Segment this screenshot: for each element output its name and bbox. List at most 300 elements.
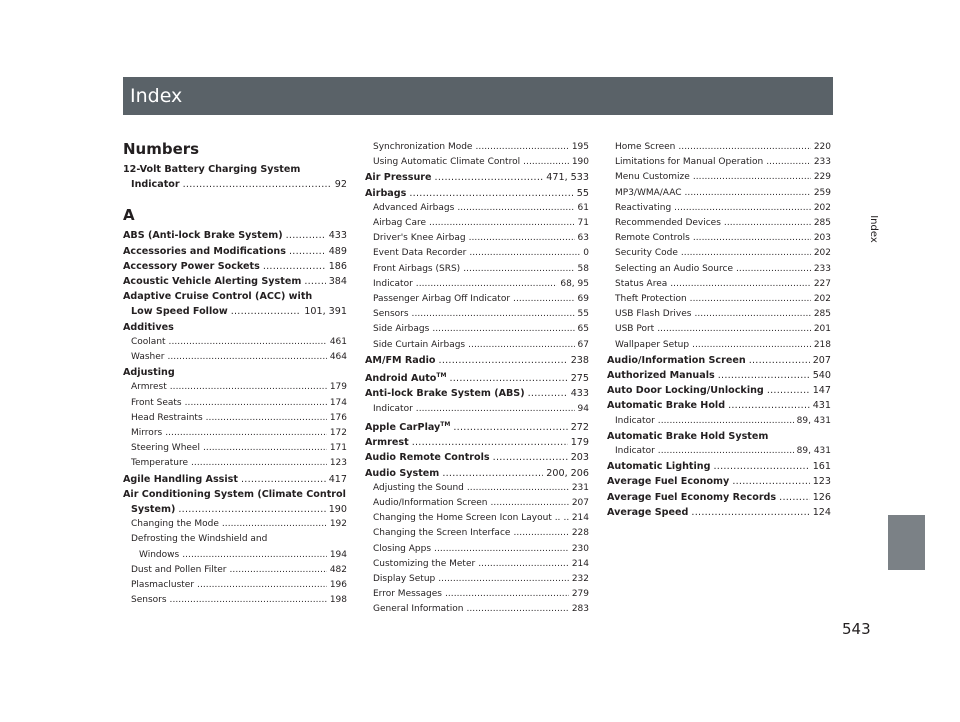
index-column-2 bbox=[365, 140, 589, 618]
leader-dots bbox=[263, 259, 326, 274]
entry-page-ref[interactable]: 471, 533 bbox=[546, 172, 589, 184]
index-heading-line: Defrosting the Windshield and bbox=[131, 534, 268, 545]
entry-page-ref[interactable]: 228 bbox=[571, 528, 589, 539]
leader-dots bbox=[457, 201, 574, 216]
entry-label-text: Synchronization Mode bbox=[373, 142, 473, 152]
leader-dots bbox=[203, 441, 327, 456]
leader-dots bbox=[178, 502, 325, 517]
entry-page-ref[interactable]: 214 bbox=[571, 558, 589, 569]
entry-page-ref[interactable]: 283 bbox=[571, 604, 589, 615]
entry-label bbox=[139, 548, 179, 563]
entry-label bbox=[131, 177, 180, 192]
entry-label bbox=[131, 502, 175, 517]
entry-label-text: Display Setup bbox=[373, 574, 436, 585]
entry-page-ref[interactable]: 71 bbox=[577, 218, 589, 229]
index-entry bbox=[365, 353, 589, 368]
entry-page-ref[interactable]: 433 bbox=[328, 230, 347, 242]
entry-page-ref[interactable]: 124 bbox=[812, 506, 831, 518]
side-section-label: Index bbox=[868, 215, 879, 243]
entry-page-ref[interactable]: 126 bbox=[812, 491, 831, 503]
entry-label-text: USB Flash Drives bbox=[615, 309, 692, 320]
entry-page-ref[interactable]: 433 bbox=[570, 388, 589, 400]
entry-label bbox=[373, 338, 465, 353]
leader-dots bbox=[658, 444, 794, 459]
entry-page-ref[interactable]: 68, 95 bbox=[560, 278, 589, 289]
index-entry bbox=[607, 155, 831, 170]
index-entry bbox=[365, 170, 589, 185]
index-entry bbox=[607, 186, 831, 201]
entry-label bbox=[373, 322, 429, 337]
entry-page-ref[interactable]: 55 bbox=[577, 309, 589, 320]
entry-label-text: Airbags bbox=[365, 187, 407, 199]
index-entry bbox=[365, 292, 589, 307]
entry-label-text: Closing Apps bbox=[373, 543, 432, 554]
index-entry bbox=[123, 411, 347, 426]
leader-dots bbox=[670, 277, 811, 292]
entry-label bbox=[607, 398, 725, 413]
entry-label-text: Airbag Care bbox=[373, 218, 426, 229]
entry-label bbox=[365, 353, 436, 368]
entry-label bbox=[373, 140, 472, 155]
entry-page-ref[interactable]: 200, 206 bbox=[546, 467, 589, 479]
leader-dots bbox=[409, 186, 573, 201]
index-entry bbox=[123, 380, 347, 395]
entry-label bbox=[615, 338, 689, 353]
entry-page-ref[interactable]: 540 bbox=[812, 370, 831, 382]
entry-label bbox=[373, 602, 463, 617]
entry-label bbox=[373, 557, 475, 572]
entry-page-ref[interactable]: 123 bbox=[329, 458, 347, 469]
entry-label-text: Indicator bbox=[373, 403, 413, 414]
index-entry bbox=[607, 383, 831, 398]
entry-label bbox=[131, 335, 166, 350]
entry-page-ref[interactable]: 279 bbox=[571, 589, 589, 600]
entry-page-ref[interactable]: 384 bbox=[328, 276, 347, 288]
leader-dots bbox=[191, 456, 327, 471]
entry-label-text: Limitations for Manual Operation bbox=[615, 157, 764, 168]
entry-page-ref[interactable]: 179 bbox=[329, 382, 347, 393]
index-entry bbox=[365, 246, 589, 261]
index-entry bbox=[123, 304, 347, 319]
entry-page-ref[interactable]: 202 bbox=[813, 294, 831, 305]
entry-page-ref[interactable]: 461 bbox=[329, 336, 347, 347]
entry-page-ref[interactable]: 482 bbox=[329, 564, 347, 575]
entry-label-text: Mirrors bbox=[131, 428, 163, 439]
leader-dots bbox=[429, 216, 575, 231]
index-entry bbox=[123, 502, 347, 517]
entry-page-ref[interactable]: 259 bbox=[813, 187, 831, 198]
entry-label-text: Audio Remote Controls bbox=[365, 452, 490, 464]
entry-page-ref[interactable]: 417 bbox=[328, 473, 347, 485]
entry-page-ref[interactable]: 89, 431 bbox=[796, 446, 831, 457]
entry-label bbox=[365, 417, 450, 435]
entry-page-ref[interactable]: 233 bbox=[813, 263, 831, 274]
leader-dots bbox=[206, 411, 327, 426]
leader-dots bbox=[713, 459, 809, 474]
index-entry bbox=[365, 322, 589, 337]
index-entry bbox=[607, 307, 831, 322]
entry-label bbox=[615, 140, 675, 155]
entry-label bbox=[373, 511, 560, 526]
section-heading: Numbers bbox=[123, 140, 200, 158]
entry-page-ref[interactable]: 203 bbox=[570, 452, 589, 464]
index-entry bbox=[365, 368, 589, 386]
entry-label bbox=[373, 526, 510, 541]
index-entry bbox=[607, 368, 831, 383]
index-entry bbox=[607, 505, 831, 520]
entry-page-ref[interactable]: 196 bbox=[329, 580, 347, 591]
entry-page-ref[interactable]: 55 bbox=[576, 187, 589, 199]
entry-label-text: Menu Customize bbox=[615, 172, 690, 183]
entry-label bbox=[365, 186, 406, 201]
leader-dots bbox=[690, 292, 811, 307]
leader-dots bbox=[749, 353, 810, 368]
entry-page-ref[interactable]: 192 bbox=[329, 519, 347, 530]
entry-label bbox=[615, 231, 690, 246]
index-heading-line: Adaptive Cruise Control (ACC) with bbox=[123, 291, 313, 303]
index-entry bbox=[607, 170, 831, 185]
entry-label bbox=[131, 411, 203, 426]
entry-label-text: Sensors bbox=[373, 309, 409, 320]
index-entry bbox=[365, 140, 589, 155]
leader-dots bbox=[289, 244, 326, 259]
entry-label bbox=[373, 246, 466, 261]
entry-label-text: Indicator bbox=[615, 415, 655, 426]
entry-page-ref[interactable]: 230 bbox=[571, 543, 589, 554]
entry-page-ref[interactable]: 58 bbox=[577, 263, 589, 274]
entry-page-ref[interactable]: 218 bbox=[813, 339, 831, 350]
index-entry bbox=[365, 481, 589, 496]
leader-dots bbox=[657, 322, 811, 337]
entry-label bbox=[131, 441, 200, 456]
entry-label-text: ABS (Anti-lock Brake System) bbox=[123, 230, 283, 242]
entry-page-ref[interactable]: 232 bbox=[571, 574, 589, 585]
entry-page-ref[interactable]: 202 bbox=[813, 248, 831, 259]
leader-dots bbox=[286, 228, 326, 243]
entry-page-ref[interactable]: 203 bbox=[813, 233, 831, 244]
entry-label-text: Average Fuel Economy bbox=[607, 476, 730, 488]
index-entry bbox=[365, 186, 589, 201]
entry-label bbox=[373, 277, 413, 292]
entry-page-ref[interactable]: 464 bbox=[329, 352, 347, 363]
entry-label bbox=[373, 201, 454, 216]
entry-page-ref[interactable]: 161 bbox=[812, 461, 831, 473]
entry-page-ref[interactable]: 179 bbox=[570, 437, 589, 449]
index-entry bbox=[365, 307, 589, 322]
entry-page-ref[interactable]: 207 bbox=[812, 354, 831, 366]
entry-page-ref[interactable]: 220 bbox=[813, 142, 831, 152]
leader-dots bbox=[185, 396, 327, 411]
index-entry bbox=[123, 259, 347, 274]
leader-dots bbox=[170, 593, 327, 608]
entry-label bbox=[615, 414, 655, 429]
index-entry bbox=[607, 338, 831, 353]
leader-dots bbox=[241, 472, 326, 487]
index-entry bbox=[123, 274, 347, 289]
index-entry bbox=[365, 602, 589, 617]
leader-dots bbox=[435, 170, 544, 185]
leader-dots bbox=[674, 201, 811, 216]
entry-label bbox=[131, 517, 219, 532]
leader-dots bbox=[728, 398, 810, 413]
leader-dots bbox=[222, 517, 327, 532]
leader-dots bbox=[493, 450, 568, 465]
entry-label bbox=[131, 380, 167, 395]
leader-dots bbox=[693, 170, 811, 185]
leader-dots bbox=[167, 350, 326, 365]
entry-label-text: Side Curtain Airbags bbox=[373, 339, 466, 350]
entry-label bbox=[373, 292, 510, 307]
entry-label-text: Accessory Power Sockets bbox=[123, 260, 260, 272]
leader-dots bbox=[463, 262, 574, 277]
index-entry bbox=[365, 155, 589, 170]
leader-dots bbox=[304, 274, 325, 289]
entry-page-ref[interactable]: 190 bbox=[328, 504, 347, 516]
index-entry bbox=[365, 572, 589, 587]
index-entry bbox=[123, 472, 347, 487]
entry-label-text: Advanced Airbags bbox=[373, 202, 455, 213]
trademark-superscript: TM bbox=[440, 420, 451, 428]
index-entry bbox=[123, 335, 347, 350]
entry-page-ref[interactable]: 123 bbox=[812, 476, 831, 488]
entry-page-ref[interactable]: 229 bbox=[813, 172, 831, 183]
entry-label bbox=[365, 450, 490, 465]
entry-page-ref[interactable]: 285 bbox=[813, 218, 831, 229]
entry-label bbox=[607, 474, 729, 489]
entry-label bbox=[365, 435, 409, 450]
entry-label bbox=[607, 383, 764, 398]
leader-dots bbox=[197, 578, 327, 593]
entry-page-ref[interactable]: 231 bbox=[571, 482, 589, 493]
entry-label-text: AM/FM Radio bbox=[365, 354, 436, 366]
entry-label bbox=[615, 155, 763, 170]
index-entry bbox=[123, 350, 347, 365]
index-entry bbox=[365, 526, 589, 541]
leader-dots bbox=[563, 511, 568, 526]
leader-dots bbox=[724, 216, 811, 231]
index-entry bbox=[607, 262, 831, 277]
entry-page-ref[interactable]: 67 bbox=[577, 339, 589, 350]
entry-page-ref[interactable]: 207 bbox=[571, 498, 589, 509]
leader-dots bbox=[230, 563, 327, 578]
entry-label-text: Sensors bbox=[131, 595, 167, 606]
entry-label-text: Accessories and Modifications bbox=[123, 245, 286, 257]
entry-label bbox=[365, 466, 439, 481]
trademark-superscript: TM bbox=[436, 372, 447, 380]
entry-label bbox=[615, 246, 678, 261]
entry-page-ref[interactable]: 431 bbox=[812, 400, 831, 412]
leader-dots bbox=[736, 262, 811, 277]
leader-dots bbox=[478, 557, 569, 572]
entry-page-ref[interactable]: 92 bbox=[334, 179, 347, 191]
entry-label bbox=[373, 231, 466, 246]
entry-label bbox=[365, 368, 446, 386]
entry-label-text: MP3/WMA/AAC bbox=[615, 187, 682, 198]
index-heading-line: Air Conditioning System (Climate Control bbox=[123, 488, 346, 500]
index-heading-line: Automatic Brake Hold System bbox=[607, 430, 769, 442]
leader-dots bbox=[658, 414, 794, 429]
entry-label bbox=[615, 322, 654, 337]
leader-dots bbox=[513, 526, 568, 541]
index-entry bbox=[607, 398, 831, 413]
entry-label-text: Status Area bbox=[615, 278, 668, 289]
entry-label bbox=[615, 292, 687, 307]
entry-page-ref[interactable]: 489 bbox=[328, 245, 347, 257]
entry-label bbox=[131, 593, 167, 608]
side-section-tab bbox=[888, 515, 925, 570]
entry-page-ref[interactable]: 171 bbox=[329, 443, 347, 454]
entry-label bbox=[123, 244, 286, 259]
entry-label-text: Indicator bbox=[615, 446, 655, 457]
entry-page-ref[interactable]: 186 bbox=[328, 260, 347, 272]
entry-label-text: Recommended Devices bbox=[615, 218, 721, 229]
leader-dots bbox=[412, 307, 575, 322]
entry-label-text: Low Speed Follow bbox=[131, 306, 228, 318]
entry-page-ref[interactable]: 285 bbox=[813, 309, 831, 320]
entry-page-ref[interactable]: 233 bbox=[813, 157, 831, 168]
entry-label bbox=[607, 490, 776, 505]
entry-page-ref[interactable]: 0 bbox=[583, 248, 589, 259]
entry-label bbox=[615, 201, 671, 216]
entry-label-text: Temperature bbox=[131, 458, 189, 469]
entry-page-ref[interactable]: 195 bbox=[571, 142, 589, 152]
index-entry bbox=[365, 466, 589, 481]
entry-label bbox=[131, 396, 182, 411]
entry-label-text: Acoustic Vehicle Alerting System bbox=[123, 276, 302, 288]
index-entry bbox=[607, 292, 831, 307]
entry-label-text: Washer bbox=[131, 352, 165, 363]
entry-label-text: System) bbox=[131, 504, 176, 516]
entry-page-ref[interactable]: 227 bbox=[813, 278, 831, 289]
leader-dots bbox=[685, 186, 811, 201]
entry-page-ref[interactable]: 202 bbox=[813, 202, 831, 213]
leader-dots bbox=[432, 322, 574, 337]
leader-dots bbox=[513, 292, 575, 307]
entry-label bbox=[373, 572, 435, 587]
entry-label bbox=[123, 259, 260, 274]
entry-page-ref[interactable]: 89, 431 bbox=[796, 415, 831, 426]
entry-label bbox=[373, 307, 409, 322]
entry-label bbox=[123, 274, 301, 289]
entry-label-text: Adjusting the Sound bbox=[373, 482, 464, 493]
index-entry bbox=[123, 578, 347, 593]
entry-label bbox=[373, 496, 488, 511]
entry-page-ref[interactable]: 275 bbox=[570, 373, 589, 385]
entry-label bbox=[365, 386, 525, 401]
leader-dots bbox=[779, 490, 810, 505]
entry-label-text: Security Code bbox=[615, 248, 678, 259]
index-entry bbox=[607, 459, 831, 474]
leader-dots bbox=[438, 572, 569, 587]
leader-dots bbox=[182, 548, 327, 563]
index-header-bar bbox=[123, 77, 833, 115]
entry-label-text: Changing the Screen Interface bbox=[373, 528, 511, 539]
entry-label bbox=[615, 307, 691, 322]
entry-page-ref[interactable]: 214 bbox=[571, 513, 589, 524]
index-entry bbox=[123, 563, 347, 578]
index-entry bbox=[365, 402, 589, 417]
entry-label-text: Using Automatic Climate Control bbox=[373, 157, 521, 168]
entry-label-text: Remote Controls bbox=[615, 233, 690, 244]
entry-page-ref[interactable]: 63 bbox=[577, 233, 589, 244]
leader-dots bbox=[165, 426, 327, 441]
entry-page-ref[interactable]: 69 bbox=[577, 294, 589, 305]
leader-dots bbox=[439, 353, 568, 368]
entry-page-ref[interactable]: 272 bbox=[570, 422, 589, 434]
entry-label bbox=[607, 459, 710, 474]
entry-page-ref[interactable]: 65 bbox=[577, 324, 589, 335]
leader-dots bbox=[170, 380, 327, 395]
entry-label-text: Indicator bbox=[373, 278, 413, 289]
entry-label-text: Audio System bbox=[365, 467, 440, 479]
entry-page-ref[interactable]: 147 bbox=[812, 385, 831, 397]
entry-label-text: Automatic Lighting bbox=[607, 461, 711, 473]
index-entry bbox=[365, 417, 589, 435]
entry-label-text: Armrest bbox=[131, 382, 167, 393]
entry-page-ref[interactable]: 238 bbox=[570, 354, 589, 366]
entry-page-ref[interactable]: 198 bbox=[329, 595, 347, 606]
leader-dots bbox=[694, 307, 810, 322]
leader-dots bbox=[523, 155, 569, 170]
entry-page-ref[interactable]: 101, 391 bbox=[304, 306, 347, 318]
entry-label-text: Wallpaper Setup bbox=[615, 339, 690, 350]
entry-label-text: Dust and Pollen Filter bbox=[131, 564, 227, 575]
entry-label-text: Plasmacluster bbox=[131, 580, 195, 591]
index-entry bbox=[123, 426, 347, 441]
leader-dots bbox=[528, 386, 568, 401]
entry-page-ref[interactable]: 194 bbox=[329, 549, 347, 560]
entry-label-text: Selecting an Audio Source bbox=[615, 263, 733, 274]
index-entry bbox=[365, 231, 589, 246]
entry-label bbox=[123, 472, 238, 487]
entry-label bbox=[615, 170, 690, 185]
entry-label-text: Front Seats bbox=[131, 397, 182, 408]
leader-dots bbox=[693, 231, 811, 246]
entry-label bbox=[607, 368, 715, 383]
entry-page-ref[interactable]: 190 bbox=[571, 157, 589, 168]
leader-dots bbox=[416, 402, 575, 417]
entry-page-ref[interactable]: 94 bbox=[577, 403, 589, 414]
entry-page-ref[interactable]: 174 bbox=[329, 397, 347, 408]
leader-dots bbox=[691, 505, 809, 520]
entry-page-ref[interactable]: 172 bbox=[329, 428, 347, 439]
index-heading-line: 12-Volt Battery Charging System bbox=[123, 164, 301, 175]
entry-label-text: Anti-lock Brake System (ABS) bbox=[365, 388, 525, 400]
entry-label-text: Changing the Mode bbox=[131, 519, 219, 530]
entry-label-text: Front Airbags (SRS) bbox=[373, 263, 461, 274]
index-entry bbox=[123, 517, 347, 532]
index-column-1 bbox=[123, 140, 347, 608]
entry-page-ref[interactable]: 176 bbox=[329, 412, 347, 423]
entry-label-text: Automatic Brake Hold bbox=[607, 400, 726, 412]
entry-label-text: Head Restraints bbox=[131, 412, 203, 423]
leader-dots bbox=[718, 368, 810, 383]
entry-label bbox=[131, 350, 164, 365]
index-entry bbox=[365, 511, 589, 526]
index-entry bbox=[607, 353, 831, 368]
leader-dots bbox=[449, 371, 567, 386]
leader-dots bbox=[231, 304, 302, 319]
entry-label-text: Changing the Home Screen Icon Layout .. bbox=[373, 513, 561, 524]
leader-dots bbox=[434, 542, 569, 557]
leader-dots bbox=[491, 496, 569, 511]
leader-dots bbox=[766, 155, 811, 170]
entry-page-ref[interactable]: 61 bbox=[577, 202, 589, 213]
entry-label-text: Home Screen bbox=[615, 142, 676, 152]
entry-label-text: Windows bbox=[139, 549, 180, 560]
entry-label-text: Error Messages bbox=[373, 589, 442, 600]
entry-page-ref[interactable]: 201 bbox=[813, 324, 831, 335]
